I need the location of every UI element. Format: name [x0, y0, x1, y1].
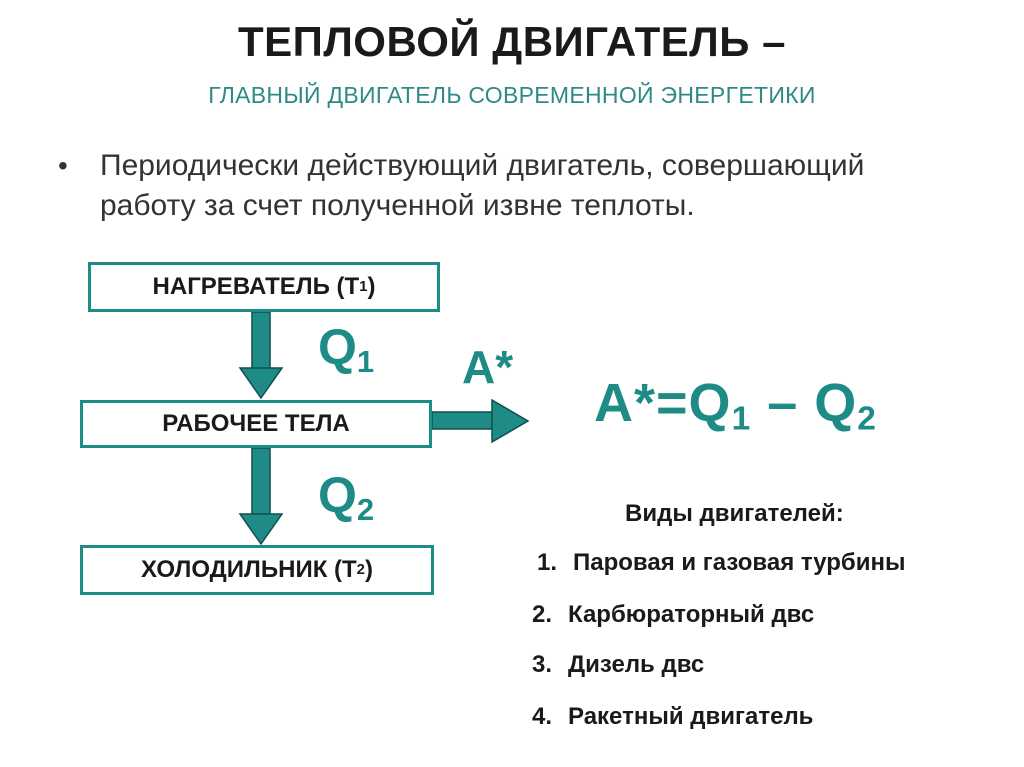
heat-q1-label	[318, 318, 374, 380]
item-number: 1.	[537, 549, 558, 576]
engine-type-item	[532, 601, 814, 629]
engine-type-item	[532, 651, 704, 679]
cooler-subscript: 2	[356, 562, 365, 578]
cooler-label: ХОЛОДИЛЬНИК (Т	[141, 556, 357, 583]
arrow-body-to-work	[432, 400, 528, 442]
arrow-body-to-cooler	[240, 448, 282, 544]
cooler-box	[80, 545, 434, 595]
definition-line-1: Периодически действующий двигатель, совершающий	[100, 149, 865, 182]
item-text: Дизель двс	[568, 651, 705, 678]
q2-subscript: 2	[356, 491, 375, 527]
item-text: Карбюраторный двс	[568, 601, 815, 628]
working-body-box	[80, 400, 432, 448]
definition-line-2: работу за счет полученной извне теплоты.	[100, 189, 695, 222]
engine-type-item	[532, 703, 813, 731]
work-label: А*	[462, 341, 514, 393]
heater-subscript: 1	[359, 279, 368, 295]
work-formula	[594, 372, 877, 438]
item-number: 3.	[532, 651, 553, 678]
formula-minus: – Q	[751, 373, 858, 433]
item-number: 2.	[532, 601, 553, 628]
formula-lhs: А*=Q	[594, 373, 732, 433]
item-number: 4.	[532, 703, 553, 730]
q1-subscript: 1	[356, 343, 375, 379]
cooler-close: )	[364, 556, 373, 583]
q1-letter: Q	[318, 319, 357, 375]
heat-q2-label	[318, 466, 374, 528]
formula-sub2: 2	[857, 400, 877, 438]
working-body-label: РАБОЧЕЕ ТЕЛА	[162, 410, 350, 437]
page-subtitle: ГЛАВНЫЙ ДВИГАТЕЛЬ СОВРЕМЕННОЙ ЭНЕРГЕТИКИ	[208, 82, 816, 108]
bullet-marker: •	[58, 150, 68, 181]
heater-box	[88, 262, 440, 312]
engine-type-item	[537, 549, 906, 577]
heater-close: )	[367, 273, 376, 300]
item-text: Ракетный двигатель	[568, 703, 814, 730]
item-text: Паровая и газовая турбины	[573, 549, 906, 576]
arrow-heater-to-body	[240, 312, 282, 398]
heater-label: НАГРЕВАТЕЛЬ (Т	[152, 273, 360, 300]
page-title: ТЕПЛОВОЙ ДВИГАТЕЛЬ –	[237, 18, 786, 65]
formula-sub1: 1	[731, 400, 752, 438]
q2-letter: Q	[318, 467, 357, 523]
engine-types-heading: Виды двигателей:	[625, 500, 844, 527]
